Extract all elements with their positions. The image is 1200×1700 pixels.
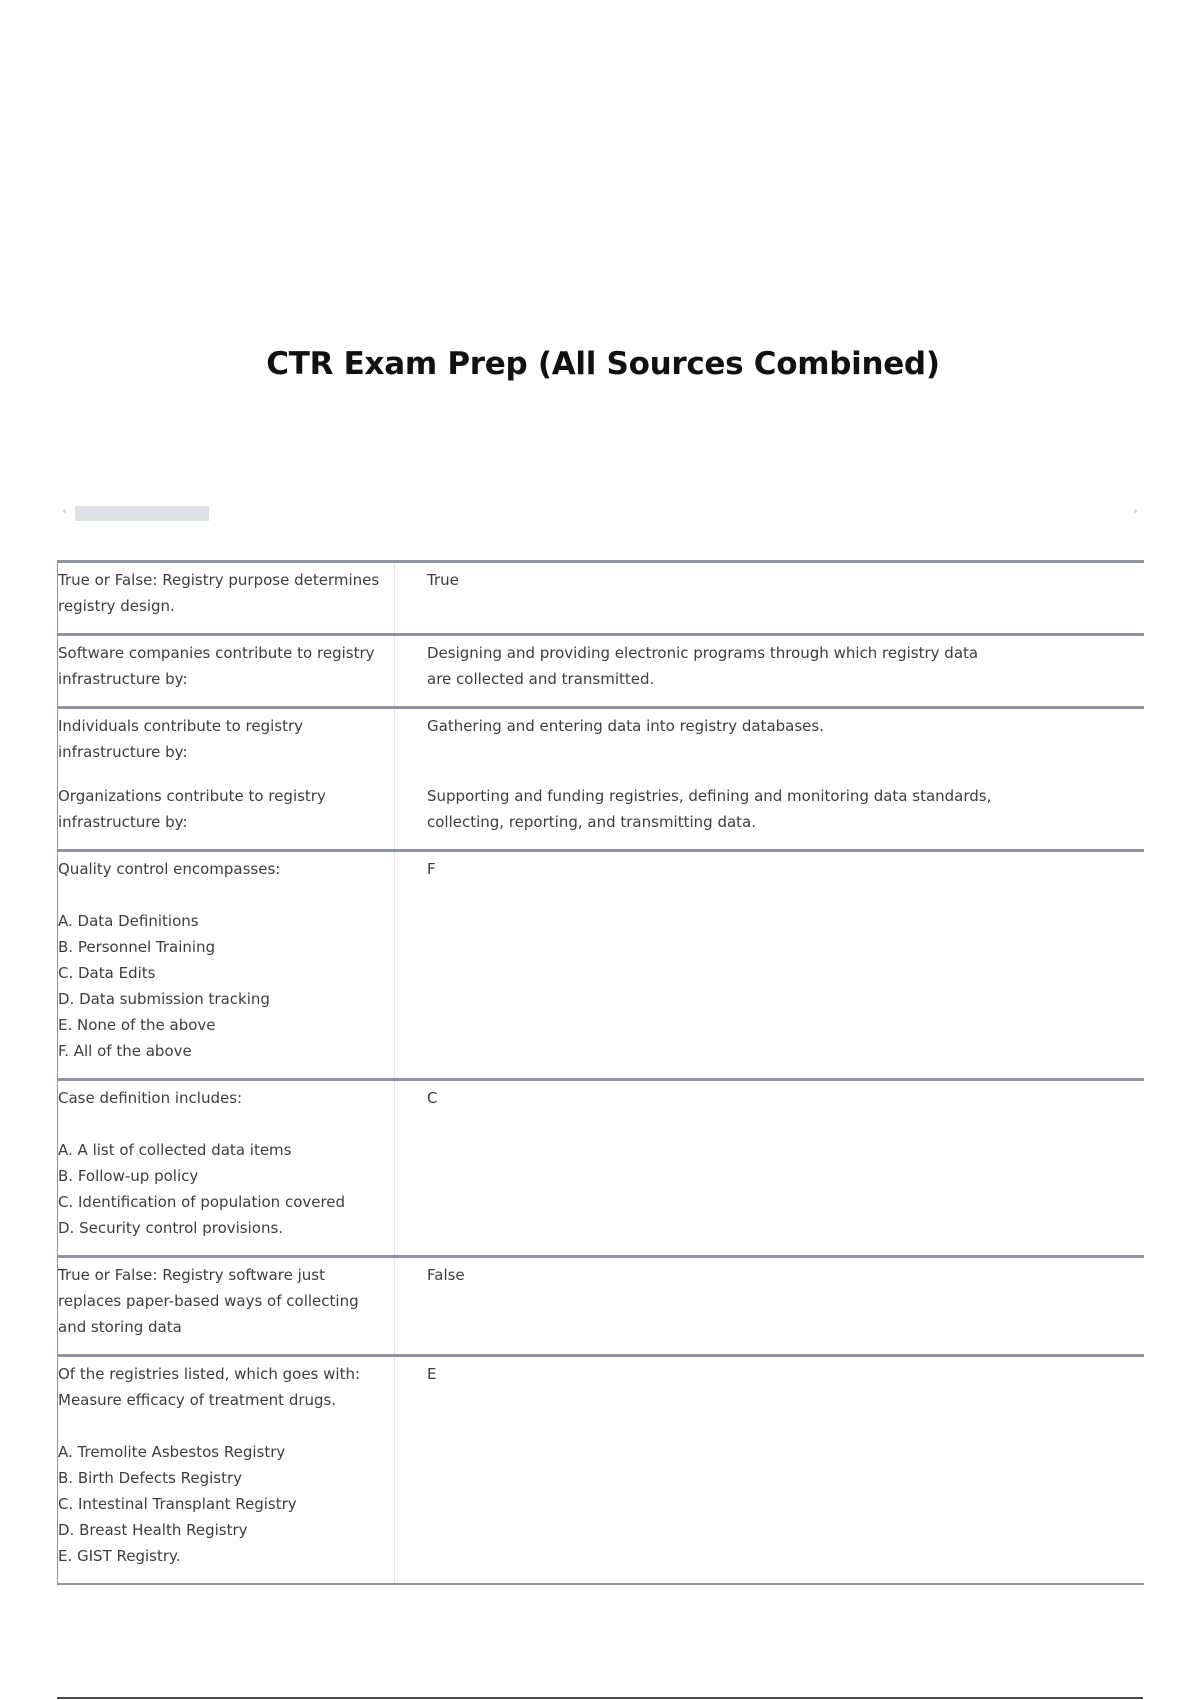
table-row (58, 779, 1144, 851)
question-cell: True or False: Registry software just replaces paper-based ways of collecting and storing data (58, 1257, 395, 1356)
answer-cell: F (395, 851, 1144, 1080)
question-cell: Of the registries listed, which goes with: Measure efficacy of treatment drugs. A. Tremolite Asbestos Registry B. Birth Defects Registry C. Intestinal Transplant Registry D. Breast Health Registry E. GIST Registry. (58, 1356, 395, 1585)
scroll-right-arrow-icon[interactable] (1134, 508, 1138, 514)
table-row (58, 851, 1144, 1080)
page-footer-rule (57, 1697, 1143, 1699)
answer-cell: Gathering and entering data into registry databases. (395, 708, 1144, 780)
table-row (58, 1080, 1144, 1257)
answer-cell: C (395, 1080, 1144, 1257)
scroll-left-arrow-icon[interactable] (62, 508, 66, 514)
table-row (58, 1257, 1144, 1356)
question-cell: Organizations contribute to registry infrastructure by: (58, 779, 395, 851)
flashcard-table (57, 560, 1144, 1585)
table-row (58, 562, 1144, 635)
question-cell: True or False: Registry purpose determines registry design. (58, 562, 395, 635)
table-row (58, 635, 1144, 708)
scrollbar-thumb[interactable] (75, 506, 209, 521)
answer-cell: Supporting and funding registries, defining and monitoring data standards, collecting, reporting, and transmitting data. (427, 787, 992, 831)
question-cell: Quality control encompasses: A. Data Definitions B. Personnel Training C. Data Edits D. Data submission tracking E. None of the above F. All of the above (58, 851, 395, 1080)
answer-cell: E (395, 1356, 1144, 1585)
flashcard-table-body (58, 562, 1144, 1585)
question-cell: Software companies contribute to registry infrastructure by: (58, 635, 395, 708)
answer-cell: True (395, 562, 1144, 635)
question-cell: Case definition includes: A. A list of collected data items B. Follow-up policy C. Identification of population covered D. Security control provisions. (58, 1080, 395, 1257)
answer-cell: False (395, 1257, 1144, 1356)
page-title: CTR Exam Prep (All Sources Combined) (266, 346, 940, 382)
table-row (58, 708, 1144, 780)
question-cell: Individuals contribute to registry infrastructure by: (58, 708, 395, 780)
answer-cell: Designing and providing electronic programs through which registry data are collected and transmitted. (395, 635, 1144, 708)
horizontal-scrollbar[interactable] (60, 506, 1140, 522)
table-row (58, 1356, 1144, 1585)
